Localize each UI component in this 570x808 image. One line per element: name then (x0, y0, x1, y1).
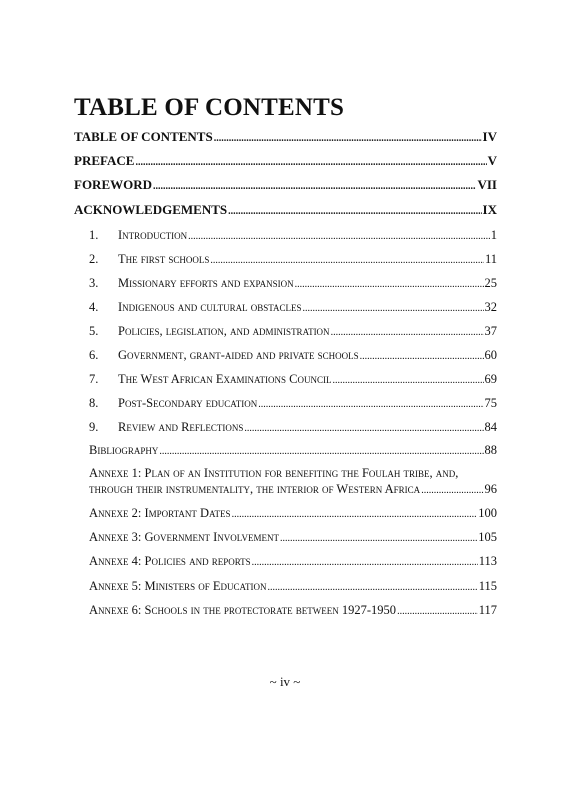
toc-entry-label: Annexe 5: Ministers of Education (89, 579, 267, 593)
chapter-number: 7. (89, 372, 99, 386)
toc-entry-page: 88 (484, 443, 497, 457)
dot-leader (397, 605, 478, 619)
chapter-number: 9. (89, 420, 99, 434)
dot-leader (232, 508, 478, 522)
toc-entry-page: 100 (478, 506, 497, 520)
chapter-label: The West African Examinations Council (118, 372, 332, 386)
toc-entry-annexe-4[interactable] (89, 554, 497, 570)
chapter-page: 32 (484, 300, 497, 314)
page-title: TABLE OF CONTENTS (74, 94, 345, 121)
toc-entry-annexe-2[interactable] (89, 506, 497, 522)
toc-entry-page: 113 (478, 554, 497, 568)
dot-leader (295, 278, 484, 292)
chapter-number: 2. (89, 252, 99, 266)
toc-chapter-2[interactable] (89, 252, 497, 268)
dot-leader (333, 374, 484, 388)
page-number-footer: ~ iv ~ (269, 674, 301, 689)
toc-chapter-9[interactable] (89, 420, 497, 436)
chapter-page: 69 (484, 372, 497, 386)
toc-entry-acknowledgements[interactable] (74, 203, 497, 219)
annexe-1-line-2: through their instrumentality, the interior of Western Africa (89, 482, 421, 496)
dot-leader (244, 422, 483, 436)
toc-entry-annexe-6[interactable] (89, 603, 497, 619)
dot-leader (280, 532, 477, 546)
chapter-page: 1 (490, 228, 497, 242)
toc-entry-label: Bibliography (89, 443, 159, 457)
toc-entry-preface[interactable] (74, 154, 497, 170)
toc-entry-label: Annexe 4: Policies and reports (89, 554, 251, 568)
toc-entry-label: PREFACE (74, 153, 135, 168)
dot-leader (153, 180, 476, 194)
toc-entry-annexe-5[interactable] (89, 579, 497, 595)
dot-leader (228, 205, 481, 219)
toc-chapter-5[interactable] (89, 324, 497, 340)
chapter-label: Review and Reflections (118, 420, 244, 434)
toc-entry-page: V (487, 153, 497, 168)
toc-entry-page: IX (482, 202, 497, 217)
dot-leader (331, 326, 484, 340)
chapter-number: 3. (89, 276, 99, 290)
toc-chapter-3[interactable] (89, 276, 497, 292)
toc-entry-annexe-1[interactable] (89, 465, 497, 499)
chapter-page: 60 (484, 348, 497, 362)
chapter-number: 4. (89, 300, 99, 314)
toc-entry-bibliography[interactable] (89, 443, 497, 459)
annexe-1-line-1: Annexe 1: Plan of an Institution for benefiting the Foulah tribe, and, (89, 466, 459, 480)
chapter-label: Indigenous and cultural obstacles (118, 300, 302, 314)
dot-leader (360, 350, 484, 364)
chapter-page: 11 (484, 252, 497, 266)
toc-entry-label: TABLE OF CONTENTS (74, 129, 213, 144)
chapter-page: 75 (484, 396, 497, 410)
chapter-label: Government, grant-aided and private schools (118, 348, 359, 362)
chapter-page: 84 (484, 420, 497, 434)
dot-leader (159, 445, 483, 459)
toc-entry-label: Annexe 2: Important Dates (89, 506, 231, 520)
toc-entry-page: IV (482, 129, 497, 144)
dot-leader (210, 254, 484, 268)
chapter-label: Post-Secondary education (118, 396, 258, 410)
dot-leader (135, 156, 486, 170)
dot-leader (421, 483, 483, 499)
toc-entry-label: Annexe 6: Schools in the protectorate between 1927-1950 (89, 603, 397, 617)
chapter-number: 6. (89, 348, 99, 362)
toc-entry-page: 105 (478, 530, 497, 544)
toc-chapter-4[interactable] (89, 300, 497, 316)
dot-leader (188, 230, 490, 244)
toc-entry-page: 96 (484, 482, 497, 496)
dot-leader (214, 132, 482, 146)
dot-leader (303, 302, 484, 316)
chapter-label: The first schools (118, 252, 210, 266)
chapter-number: 1. (89, 228, 99, 242)
toc-entry-label: Annexe 3: Government Involvement (89, 530, 279, 544)
chapter-label: Introduction (118, 228, 188, 242)
toc-entry-page: 117 (478, 603, 497, 617)
toc-entry-page: 115 (478, 579, 497, 593)
toc-chapter-8[interactable] (89, 396, 497, 412)
toc-entry-label: FOREWORD (74, 177, 152, 192)
toc-entry-foreword[interactable] (74, 178, 497, 194)
chapter-page: 37 (484, 324, 497, 338)
toc-entry-page: VII (477, 177, 497, 192)
toc-chapter-1[interactable] (89, 228, 497, 244)
chapter-number: 5. (89, 324, 99, 338)
toc-entry-label: ACKNOWLEDGEMENTS (74, 202, 228, 217)
chapter-page: 25 (484, 276, 497, 290)
toc-chapter-6[interactable] (89, 348, 497, 364)
dot-leader (268, 581, 478, 595)
toc-entry-table-of-contents[interactable] (74, 130, 497, 146)
chapter-label: Missionary efforts and expansion (118, 276, 294, 290)
dot-leader (252, 556, 478, 570)
chapter-number: 8. (89, 396, 99, 410)
toc-entry-annexe-3[interactable] (89, 530, 497, 546)
dot-leader (258, 398, 483, 412)
toc-chapter-7[interactable] (89, 372, 497, 388)
chapter-label: Policies, legislation, and administration (118, 324, 330, 338)
